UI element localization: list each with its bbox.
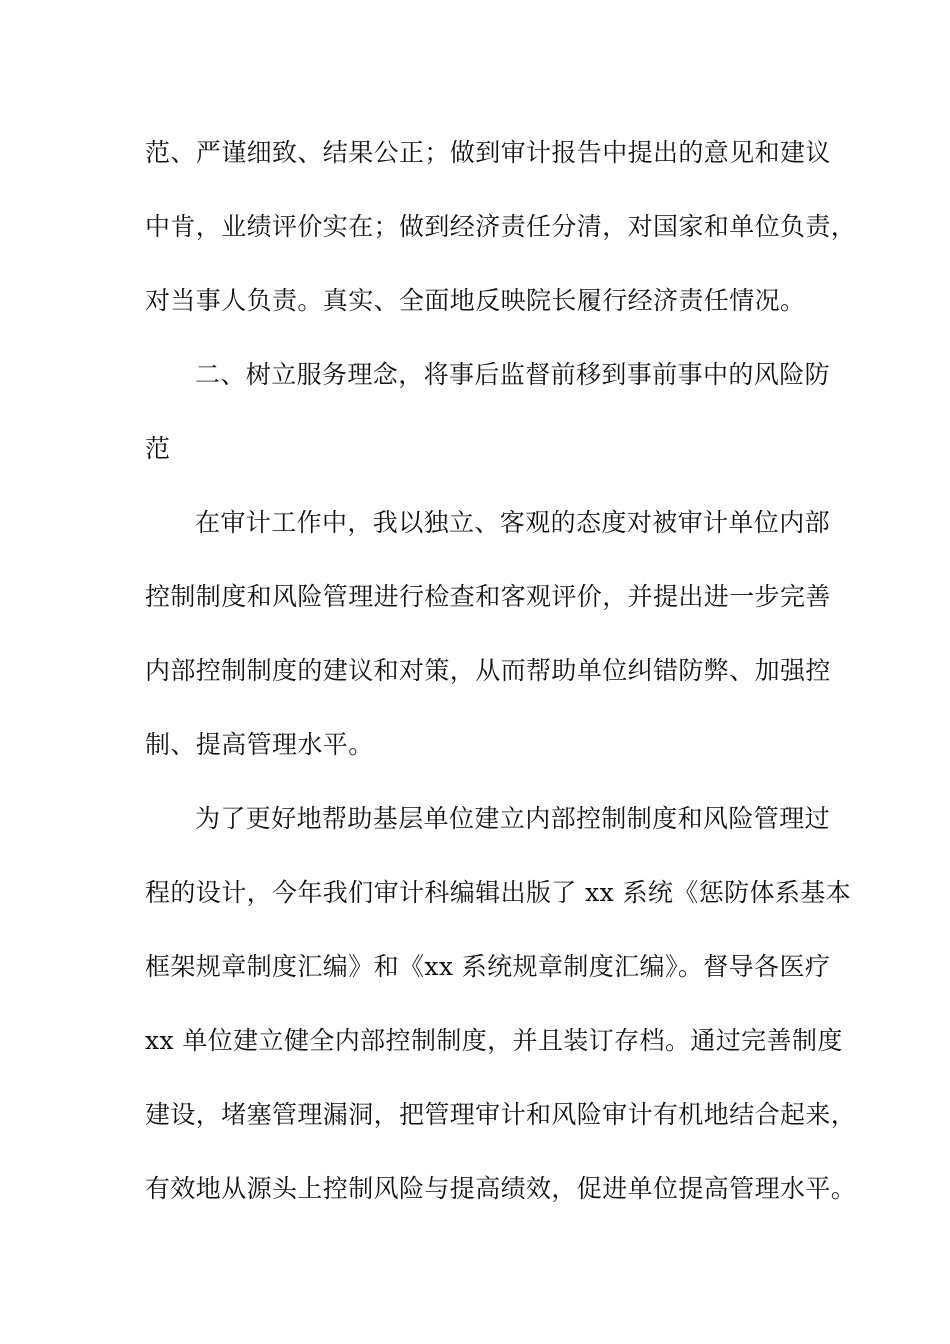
paragraph-line: 框架规章制度汇编》和《xx 系统规章制度汇编》。督导各医疗 (145, 952, 831, 981)
paragraph-line: 有效地从源头上控制风险与提高绩效，促进单位提高管理水平。 (145, 1174, 857, 1203)
paragraph-line: 程的设计，今年我们审计科编辑出版了 xx 系统《惩防体系基本 (145, 878, 852, 907)
paragraph-line: 控制制度和风险管理进行检查和客观评价，并提出进一步完善 (145, 582, 831, 611)
paragraph-line: 对当事人负责。真实、全面地反映院长履行经济责任情况。 (145, 286, 806, 315)
paragraph-line: 制、提高管理水平。 (145, 730, 374, 759)
paragraph-line: xx 单位建立健全内部控制制度，并且装订存档。通过完善制度 (145, 1026, 843, 1055)
paragraph-line: 建设，堵塞管理漏洞，把管理审计和风险审计有机地结合起来， (145, 1100, 857, 1129)
paragraph-line: 中肯，业绩评价实在；做到经济责任分清，对国家和单位负责， (145, 212, 857, 241)
paragraph-line: 为了更好地帮助基层单位建立内部控制制度和风险管理过 (195, 804, 831, 833)
paragraph-line: 范、严谨细致、结果公正；做到审计报告中提出的意见和建议 (145, 138, 831, 167)
document-body (145, 116, 857, 1226)
section-heading-line: 二、树立服务理念，将事后监督前移到事前事中的风险防 (195, 360, 831, 389)
paragraph-line: 在审计工作中，我以独立、客观的态度对被审计单位内部 (195, 508, 831, 537)
paragraph-line: 内部控制制度的建议和对策，从而帮助单位纠错防弊、加强控 (145, 656, 831, 685)
section-heading-line: 范 (145, 434, 171, 463)
